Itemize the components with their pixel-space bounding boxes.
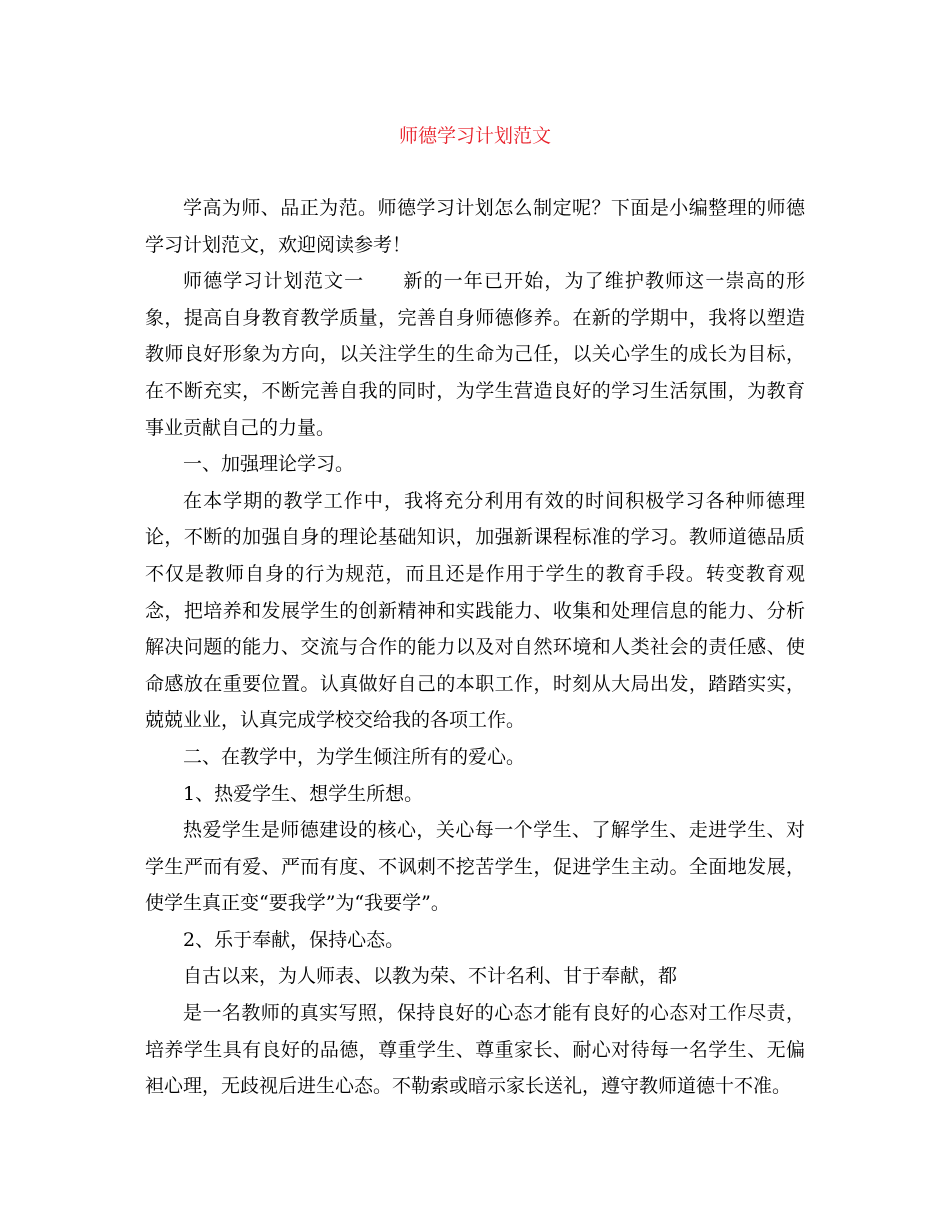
paragraph-theory: 在本学期的教学工作中，我将充分利用有效的时间积极学习各种师德理论，不断的加强自身的理论基础知识，加强新课程标准的学习。教师道德品质不仅是教师自身的行为规范，而且还是作用于学生的教育手段。转变教育观念，把培养和发展学生的创新精神和实践能力、收集和处理信息的能力、分析解决问题的能力、交流与合作的能力以及对自然环境和人类社会的责任感、使命感放在重要位置。认真做好自己的本职工作，时刻从大局出发，踏踏实实，兢兢业业，认真完成学校交给我的各项工作。 [145, 489, 805, 732]
paragraph-sample-one [145, 263, 805, 446]
paragraph-love-students: 热爱学生是师德建设的核心，关心每一个学生、了解学生、走进学生、对学生严而有爱、严而有度、不讽刺不挖苦学生，促进学生主动。全面地发展，使学生真正变“要我学”为“我要学”。 [145, 819, 805, 915]
paragraph-dedication: 是一名教师的真实写照，保持良好的心态才能有良好的心态对工作尽责，培养学生具有良好的品德，尊重学生、尊重家长、耐心对待每一名学生、无偏袒心理，无歧视后进生心态。不勒索或暗示家长送礼，遵守教师道德十不准。 [145, 1002, 805, 1098]
paragraph-dedication-fragment: 自古以来，为人师表、以教为荣、不计名利、甘于奉献，都 [183, 965, 678, 988]
document-title: 师德学习计划范文 [398, 125, 551, 147]
subheading-dedication: 2、乐于奉献，保持心态。 [183, 928, 405, 951]
sample-one-text: 新的一年已开始，为了维护教师这一崇高的形象，提高自身教育教学质量，完善自身师德修养。在新的学期中，我将以塑造教师良好形象为方向，以关注学生的生命为己任，以关心学生的成长为目标，在不断充实，不断完善自我的同时，为学生营造良好的学习生活氛围，为教育事业贡献自己的力量。 [145, 270, 805, 439]
document-body [145, 190, 805, 1105]
paragraph-intro: 学高为师、品正为范。师德学习计划怎么制定呢？下面是小编整理的师德学习计划范文，欢迎阅读参考！ [145, 197, 805, 256]
section-heading-love: 二、在教学中，为学生倾注所有的爱心。 [183, 745, 526, 768]
section-heading-theory: 一、加强理论学习。 [183, 453, 355, 476]
subheading-love-students: 1、热爱学生、想学生所想。 [183, 782, 424, 805]
sample-one-heading: 师德学习计划范文一 [183, 270, 365, 293]
